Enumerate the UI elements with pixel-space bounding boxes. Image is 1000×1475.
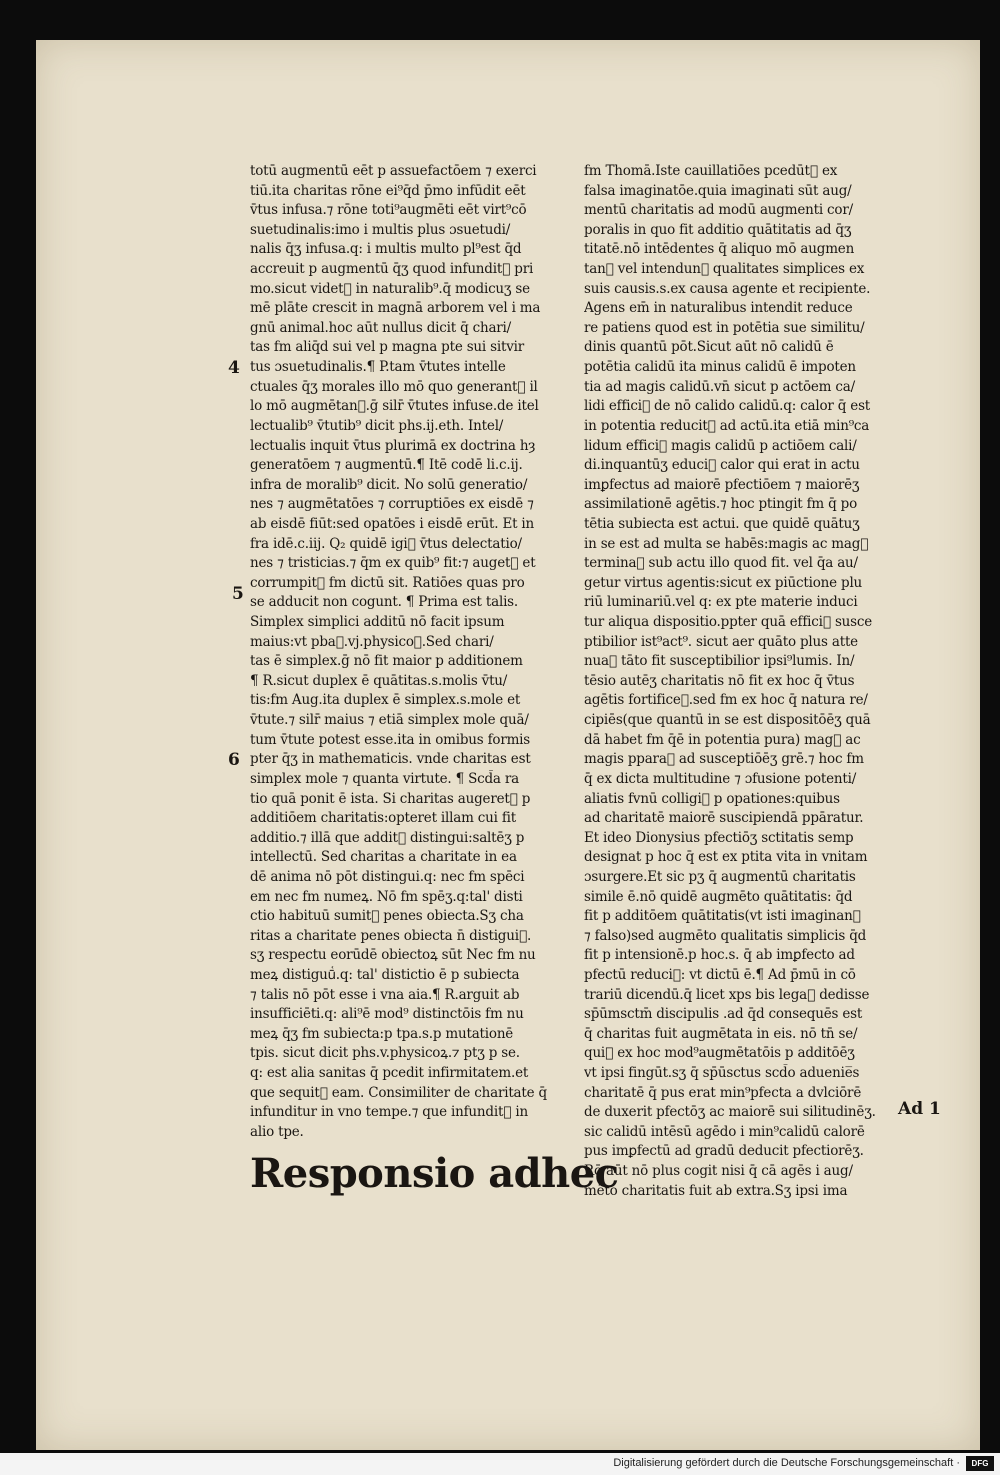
text-line: v̄tus infusa.⁊ rōne toti⁹augmēti eēt virt⁹cō xyxy=(250,202,527,219)
text-line: lo mō augmētanᷣ.ḡ silr̄ v̄tutes infuse.de itel xyxy=(250,398,539,415)
text-line: additiōem charitatis:opteret illam cui fit xyxy=(250,810,517,827)
text-line: que sequitᷣ eam. Consimiliter de charitate q̄ xyxy=(250,1084,547,1101)
text-line: nes ⁊ augmētatōes ⁊ corruptiōes ex eisdē ⁊ xyxy=(250,496,534,513)
text-line: magis pparaᷣ ad susceptiōēʒ grē.⁊ hoc fm xyxy=(584,751,864,768)
digitization-footer xyxy=(0,1453,1000,1475)
text-line: quiᷣ ex hoc mod⁹augmētatōis p additōēʒ xyxy=(584,1045,855,1062)
text-line: in se est ad multa se habēs:magis ac magᷣ xyxy=(584,535,869,552)
text-line: sic calidū intēsū agēdo i min⁹calidū calorē xyxy=(584,1123,865,1140)
text-line: pfectū reduciᷣ: vt dictū ē.¶ Ad p̄mū in cō xyxy=(584,966,856,983)
text-line: mentū charitatis ad modū augmenti cor/ xyxy=(584,202,853,219)
text-line: Agens em̄ in naturalibus intendit reduce xyxy=(584,300,853,317)
text-line: fit p intensionē.p hoc.s. q̄ ab imꝑfecto ad xyxy=(584,947,855,964)
text-line: tas ē simplex.ḡ nō fit maior p additionem xyxy=(250,653,523,670)
text-line: pus imꝑfectū ad gradū deducit pfectiorēʒ. xyxy=(584,1143,864,1160)
text-line: tas fm aliq̄d sui vel p magna pte sui sitvir xyxy=(250,339,525,356)
text-line: tia ad magis calidū.vn̄ sicut p actōem ca/ xyxy=(584,378,855,395)
text-line: accreuit p augmentū q̄ʒ quod infunditᷣ pri xyxy=(250,261,534,278)
text-line: totū augmentū eēt p assuefactōem ⁊ exerci xyxy=(250,163,537,179)
text-line: tanᷣ vel intendunᷣ qualitates simplices ex xyxy=(584,261,865,278)
text-line: fm Thomā.Iste cauillatiōes pcedūtᷣ ex xyxy=(584,163,838,179)
text-line: Simplex simplici additū nō facit ipsum xyxy=(250,614,505,631)
text-line: alio tpe. xyxy=(250,1123,304,1140)
book-page xyxy=(36,40,980,1450)
text-line: mo.sicut videtᷣ in naturalib⁹.q̄ modicuʒ se xyxy=(250,280,530,297)
text-line: Et ideo Dionysius pfectiōʒ sctitatis semp xyxy=(584,829,854,846)
text-line: ctuales q̄ʒ morales illo mō quo generantᷣ il xyxy=(250,378,538,395)
section-heading: Responsio adhec xyxy=(250,1150,619,1198)
text-line: q: est alia sanitas q̄ pcedit infirmitatem.et xyxy=(250,1065,529,1082)
text-line: nuaᷣ tāto fit susceptibilior ipsi⁹lumis. In/ xyxy=(584,653,855,670)
margin-label-ad-1: Ad 1 xyxy=(898,1099,941,1119)
text-line: suetudinalis:imo i multis plus ɔsuetudi/ xyxy=(250,221,511,238)
text-line: maius:vt pbaᷣ.vj.physicoꝝ.Sed chari/ xyxy=(250,633,494,650)
text-line: gnū animal.hoc aūt nullus dicit q̄ chari/ xyxy=(250,319,512,336)
text-line: infunditur in vno tempe.⁊ que infunditᷣ in xyxy=(250,1104,529,1121)
text-line: nalis q̄ʒ infusa.q: i multis multo pl⁹est q̄d xyxy=(250,241,522,258)
text-line: designat p hoc q̄ est ex ptita vita in vnitam xyxy=(584,849,868,866)
text-line: tio quā ponit ē ista. Si charitas augeretᷣ p xyxy=(250,790,531,807)
text-line: generatōem ⁊ augmentū.¶ Itē codē li.c.ij. xyxy=(250,457,523,474)
text-line: potētia calidū ita minus calidū ē impoten xyxy=(584,359,856,376)
text-line: ad charitatē maiorē suscipiendā ppāratur. xyxy=(584,810,864,827)
text-line: intellectū. Sed charitas a charitate in ea xyxy=(250,849,517,866)
text-line: ptibilior ist⁹act⁹. sicut aer quāto plus atte xyxy=(584,633,858,650)
text-line: tum v̄tute potest esse.ita in omibus formis xyxy=(250,731,531,748)
text-line: vt ipsi fingūt.sʒ q̄ sp̄ūsctus scd̄o aduenie̅s xyxy=(584,1065,860,1082)
text-line: tētia subiecta est actui. que quidē quātuʒ xyxy=(584,515,860,532)
text-line: sʒ respectu eorūdē obiectoꝝ sūt Nec fm nu xyxy=(250,947,536,964)
text-line: titatē.nō intēdentes q̄ aliquo mō augmen xyxy=(584,241,855,258)
text-line: dinis quantū pōt.Sicut aūt nō calidū ē xyxy=(584,339,834,356)
right-text-column xyxy=(584,162,904,1201)
text-line: agētis fortificeᷣ.sed fm ex hoc q̄ natura re/ xyxy=(584,692,868,709)
text-line: infra de moralib⁹ dicit. No solū generatio/ xyxy=(250,476,528,493)
text-line: imꝑfectus ad maiorē pfectiōem ⁊ maiorēʒ xyxy=(584,476,860,493)
text-line: lectualis inquit v̄tus plurimā ex doctrina hȝ xyxy=(250,437,536,454)
text-line: re patiens quod est in potētia sue similitu/ xyxy=(584,319,865,336)
text-line: poralis in quo fit additio quātitatis ad q̄ʒ xyxy=(584,221,852,238)
text-line: meꝝ distiguūᷣ.q: tal' distictio ē p subiecta xyxy=(250,966,520,983)
text-line: dā habet fm q̄ē in potentia pura) magᷣ ac xyxy=(584,731,861,748)
text-line: v̄tute.⁊ silr̄ maius ⁊ etiā simplex mole quā/ xyxy=(250,712,529,729)
text-line: lidum efficiᷣ magis calidū p actiōem cali/ xyxy=(584,437,857,454)
text-line: assimilationē agētis.⁊ hoc ptingit fm q̄ po xyxy=(584,496,858,513)
text-line: q̄ charitas fuit augmētata in eis. nō tn̄ se/ xyxy=(584,1025,858,1042)
text-line: terminaᷣ sub actu illo quod fit. vel q̄a au/ xyxy=(584,555,858,572)
text-line: ɔsurgere.Et sic pʒ q̄ augmentū charitatis xyxy=(584,868,856,885)
text-line: ritas a charitate penes obiecta n̄ distiguiᷣ. xyxy=(250,927,532,944)
text-line: mēto charitatis fuit ab extra.Sʒ ipsi ima xyxy=(584,1182,848,1199)
text-line: simile ē.nō quidē augmēto quātitatis: q̄d xyxy=(584,888,853,905)
text-line: ⁊ falso)sed augmēto qualitatis simplicis q̄d xyxy=(584,927,867,944)
text-line: di.inquantūʒ educiᷣ calor qui erat in actu xyxy=(584,457,860,474)
margin-numeral-5: 5 xyxy=(232,584,244,604)
footer-credit-text: Digitalisierung gefördert durch die Deutsche Forschungsgemeinschaft · xyxy=(613,1457,960,1469)
text-line: meꝝ q̄ʒ fm subiecta:p tpa.s.p mutationē xyxy=(250,1025,514,1042)
text-line: q̄ ex dicta multitudine ⁊ ɔfusione potenti/ xyxy=(584,770,857,787)
text-line: cipiēs(que quantū in se est dispositōēʒ quā xyxy=(584,712,871,729)
text-line: getur virtus agentis:sicut ex piūctione plu xyxy=(584,574,863,591)
text-line: tiū.ita charitas rōne ei⁹q̄d p̄mo infūdit eēt xyxy=(250,182,526,199)
margin-numeral-4: 4 xyxy=(228,358,240,378)
left-text-column xyxy=(250,162,619,1198)
text-line: insufficiēti.q: ali⁹ē mod⁹ distinctōis fm nu xyxy=(250,1006,524,1023)
text-line: aliatis fvnū colligiᷣ p opationes:quibus xyxy=(584,790,840,807)
text-line: additio.⁊ illā que additᷣ distingui:saltēʒ p xyxy=(250,829,525,846)
text-line: tur aliqua dispositio.ppter quā efficiᷣ susce xyxy=(584,614,873,631)
text-line: tēsio autēʒ charitatis nō fit ex hoc q̄ v̄tus xyxy=(584,672,855,689)
text-line: lectualib⁹ v̄tutib⁹ dicit phs.ij.eth. Intel/ xyxy=(250,417,504,434)
text-line: fra idē.c.iij. Q₂ quidē igiᷣ v̄tus delectatio/ xyxy=(250,535,522,552)
text-line: charitatē q̄ pus erat min⁹pfecta a dvlciōrē xyxy=(584,1084,862,1101)
text-line: tus ɔsuetudinalis.¶ P.tam v̄tutes intelle xyxy=(250,359,506,376)
text-line: ab eisdē fiūt:sed opatōes i eisdē erūt. Et in xyxy=(250,515,535,532)
text-line: trariū dicendū.q̄ licet xps bis legaᷣ dedisse xyxy=(584,986,870,1003)
text-line: suis causis.s.ex causa agente et recipiente. xyxy=(584,280,871,297)
text-line: se adducit non cogunt. ¶ Prima est talis. xyxy=(250,594,519,611)
text-line: em nec fm numeꝝ. Nō fm spēʒ.q:tal' disti xyxy=(250,888,523,905)
text-line: ⁊ talis nō pōt esse i vna aia.¶ R.arguit ab xyxy=(250,986,520,1003)
dfg-logo: DFG xyxy=(966,1456,994,1471)
text-line: mē plāte crescit in magnā arborem vel i ma xyxy=(250,300,541,317)
text-line: riū luminariū.vel q: ex pte materie induci xyxy=(584,594,858,611)
text-line: in potentia reducitᷣ ad actū.ita etiā min⁹ca xyxy=(584,417,870,434)
margin-numeral-6: 6 xyxy=(228,750,240,770)
text-line: sp̄ūmsctm̄ discipulis .ad q̄d consequēs est xyxy=(584,1006,863,1023)
text-line: fit p additōem quātitatis(vt isti imaginanᷣ xyxy=(584,908,861,925)
text-line: ctio habituū sumitᷣ penes obiecta.Sʒ cha xyxy=(250,908,524,925)
text-line: simplex mole ⁊ quanta virtute. ¶ Scd̄a ra xyxy=(250,770,519,787)
text-line: nes ⁊ tristicias.⁊ q̄m ex quib⁹ fit:⁊ augetᷣ et xyxy=(250,555,536,572)
text-line: falsa imaginatōe.quia imaginati sūt aug/ xyxy=(584,182,852,199)
text-line: pter q̄ʒ in mathematicis. vnde charitas est xyxy=(250,751,531,768)
text-line: lidi efficiᷣ de nō calido calidū.q: calor q̄ est xyxy=(584,398,871,415)
text-line: Rō aūt nō plus cogit nisi q̄ cā agēs i aug/ xyxy=(584,1163,853,1180)
text-line: corrumpitᷣ fm dictū sit. Ratiōes quas pro xyxy=(250,574,525,591)
text-line: tpis. sicut dicit phs.v.physicoꝝ.⁊ ptʒ p se. xyxy=(250,1045,520,1062)
text-line: ¶ R.sicut duplex ē quātitas.s.molis v̄tu/ xyxy=(250,672,508,689)
text-line: de duxerit pfectōʒ ac maiorē sui silitudinēʒ. xyxy=(584,1104,876,1121)
text-line: dē anima nō pōt distingui.q: nec fm spēci xyxy=(250,868,525,885)
text-line: tis:fm Aug.ita duplex ē simplex.s.mole et xyxy=(250,692,521,709)
